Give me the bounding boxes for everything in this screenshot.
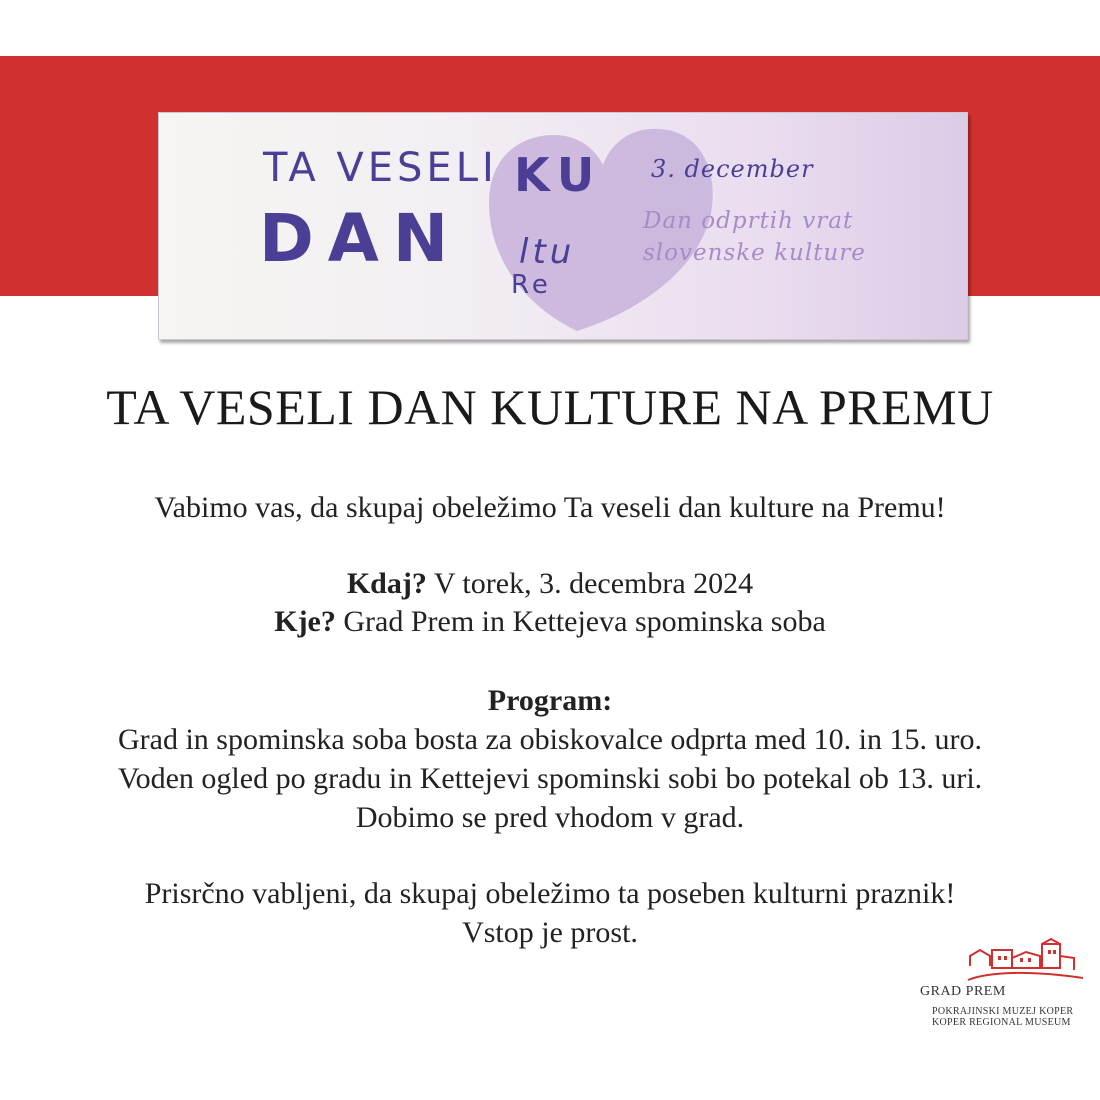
closing-line2: Vstop je prost. bbox=[462, 916, 638, 949]
closing-line1: Prisrčno vabljeni, da skupaj obeležimo ta poseben kulturni praznik! bbox=[144, 877, 956, 910]
banner-subtitle-line2: slovenske kulture bbox=[643, 240, 866, 266]
program-heading bbox=[0, 683, 1100, 719]
museum-name: GRAD PREM bbox=[920, 984, 1006, 999]
event-banner bbox=[158, 112, 968, 340]
banner-subtitle bbox=[643, 205, 963, 269]
when-line bbox=[0, 566, 1100, 602]
banner-date: 3. december bbox=[651, 155, 814, 183]
program-line: Grad in spominska soba bosta za obiskovalce odprta med 10. in 15. uro. bbox=[118, 723, 982, 756]
when-label: Kdaj? bbox=[346, 567, 427, 600]
logo-heart-word-top: KU bbox=[514, 148, 603, 202]
logo-heart-word-bottom: Re bbox=[511, 270, 552, 300]
logo-line1: TA VESELI bbox=[263, 145, 498, 191]
logo-line2: DAN bbox=[259, 200, 463, 277]
logo-heart-word-mid: ltu bbox=[519, 232, 576, 272]
when-value: V torek, 3. decembra 2024 bbox=[433, 567, 754, 600]
museum-line1: POKRAJINSKI MUZEJ KOPER bbox=[932, 1006, 1074, 1017]
castle-icon bbox=[908, 936, 1088, 986]
where-value: Grad Prem in Kettejeva spominska soba bbox=[343, 605, 826, 638]
program-line: Dobimo se pred vhodom v grad. bbox=[355, 801, 745, 834]
where-line bbox=[0, 604, 1100, 640]
program-heading-text: Program: bbox=[487, 684, 613, 717]
page-title: TA VESELI DAN KULTURE NA PREMU bbox=[106, 379, 994, 435]
museum-line2: KOPER REGIONAL MUSEUM bbox=[932, 1017, 1071, 1028]
program-line: Voden ogled po gradu in Kettejevi spominski sobi bo potekal ob 13. uri. bbox=[117, 762, 983, 795]
where-label: Kje? bbox=[274, 605, 336, 638]
intro-text: Vabimo vas, da skupaj obeležimo Ta veseli dan kulture na Premu! bbox=[154, 491, 946, 524]
banner-subtitle-line1: Dan odprtih vrat bbox=[643, 208, 854, 234]
museum-logo bbox=[908, 936, 1088, 1036]
